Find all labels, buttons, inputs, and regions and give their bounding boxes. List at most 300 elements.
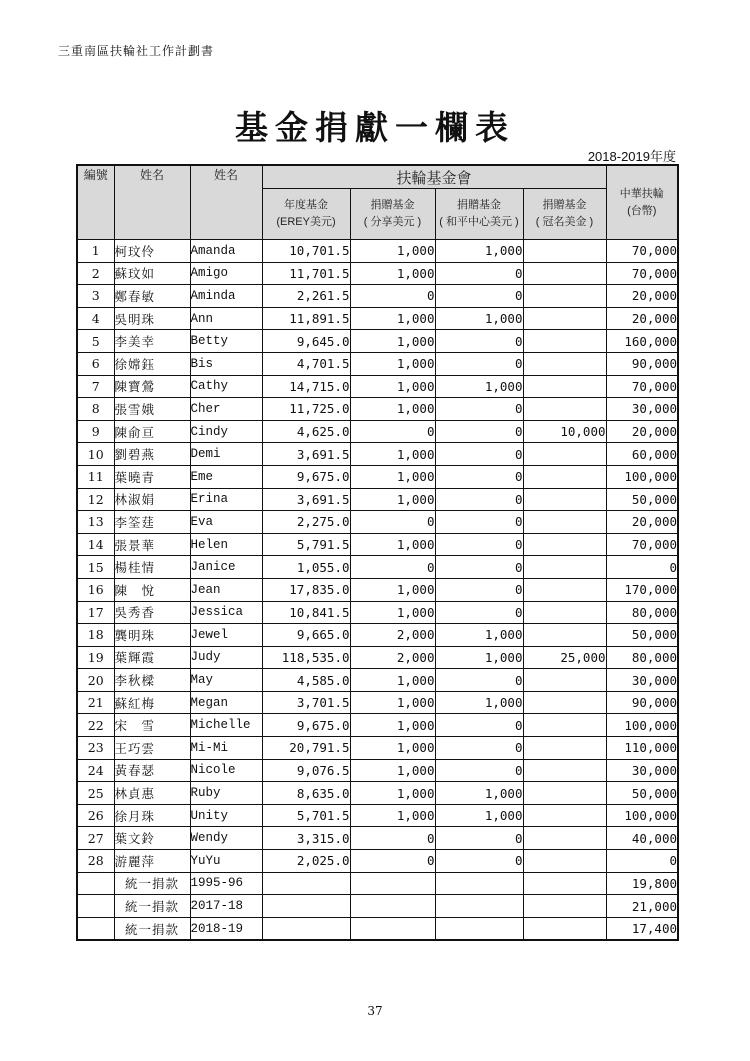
cell-english-name: Helen (190, 533, 262, 556)
cell-share: 1,000 (350, 443, 435, 466)
col-header-peace-center-line1: 捐贈基金 (457, 199, 501, 211)
col-group-rotary-foundation: 扶輪基金會 (262, 165, 606, 189)
cell-chinese-rotary: 20,000 (606, 511, 678, 534)
col-header-share-line1: 捐贈基金 (370, 199, 415, 211)
table-row (77, 465, 678, 488)
table-row (77, 578, 678, 601)
cell-chinese-name: 葉輝霞 (114, 646, 190, 669)
cell-chinese-rotary: 50,000 (606, 624, 678, 647)
cell-number (77, 872, 114, 895)
cell-share: 1,000 (350, 488, 435, 511)
cell-english-name: Aminda (190, 285, 262, 308)
cell-named-fund (523, 872, 606, 895)
col-header-named-fund (523, 189, 606, 240)
unified-donation-row (77, 917, 678, 940)
cell-unified-period: 2018-19 (190, 917, 262, 940)
cell-peace-center: 0 (435, 285, 523, 308)
cell-annual-fund: 2,261.5 (262, 285, 350, 308)
cell-annual-fund: 4,625.0 (262, 420, 350, 443)
cell-share: 1,000 (350, 375, 435, 398)
cell-number: 1 (77, 240, 114, 263)
cell-peace-center: 1,000 (435, 240, 523, 263)
cell-chinese-name: 鄭春敏 (114, 285, 190, 308)
cell-chinese-name: 陳俞亘 (114, 420, 190, 443)
cell-annual-fund: 20,791.5 (262, 737, 350, 760)
cell-chinese-name: 吳明珠 (114, 307, 190, 330)
table-row (77, 262, 678, 285)
cell-chinese-rotary: 70,000 (606, 262, 678, 285)
cell-peace-center: 0 (435, 714, 523, 737)
cell-number: 8 (77, 398, 114, 421)
cell-annual-fund: 9,675.0 (262, 714, 350, 737)
cell-annual-fund: 2,275.0 (262, 511, 350, 534)
cell-peace-center: 1,000 (435, 782, 523, 805)
cell-english-name: Wendy (190, 827, 262, 850)
cell-english-name: Eva (190, 511, 262, 534)
cell-peace-center: 1,000 (435, 804, 523, 827)
table-row (77, 533, 678, 556)
cell-chinese-rotary: 20,000 (606, 420, 678, 443)
cell-share: 2,000 (350, 624, 435, 647)
cell-annual-fund: 9,665.0 (262, 624, 350, 647)
cell-share: 1,000 (350, 398, 435, 421)
cell-english-name: Janice (190, 556, 262, 579)
cell-named-fund (523, 533, 606, 556)
cell-chinese-name: 張雪娥 (114, 398, 190, 421)
cell-annual-fund: 10,841.5 (262, 601, 350, 624)
cell-named-fund (523, 850, 606, 873)
cell-chinese-rotary: 20,000 (606, 307, 678, 330)
cell-number: 15 (77, 556, 114, 579)
cell-chinese-name: 葉文鈴 (114, 827, 190, 850)
cell-number: 19 (77, 646, 114, 669)
cell-chinese-name: 柯玟伶 (114, 240, 190, 263)
cell-peace-center: 1,000 (435, 375, 523, 398)
cell-chinese-rotary: 80,000 (606, 601, 678, 624)
cell-number: 28 (77, 850, 114, 873)
cell-share: 1,000 (350, 714, 435, 737)
cell-named-fund (523, 488, 606, 511)
cell-peace-center: 0 (435, 556, 523, 579)
year-label: 2018-2019年度 (587, 149, 676, 164)
cell-chinese-name: 楊桂情 (114, 556, 190, 579)
cell-share: 1,000 (350, 465, 435, 488)
cell-chinese-rotary: 30,000 (606, 669, 678, 692)
cell-annual-fund (262, 895, 350, 918)
cell-chinese-rotary: 17,400 (606, 917, 678, 940)
cell-share: 0 (350, 285, 435, 308)
cell-number: 24 (77, 759, 114, 782)
cell-share: 1,000 (350, 601, 435, 624)
col-header-chinese-rotary-line1: 中華扶輪 (619, 187, 664, 200)
cell-chinese-rotary: 30,000 (606, 398, 678, 421)
cell-annual-fund: 2,025.0 (262, 850, 350, 873)
cell-annual-fund (262, 917, 350, 940)
cell-english-name: Ann (190, 307, 262, 330)
cell-english-name: Cindy (190, 420, 262, 443)
cell-named-fund (523, 804, 606, 827)
col-header-named-fund-line2: ( 冠名美金 ) (535, 216, 594, 228)
cell-share: 1,000 (350, 737, 435, 760)
cell-chinese-rotary: 170,000 (606, 578, 678, 601)
cell-number (77, 895, 114, 918)
table-row (77, 624, 678, 647)
cell-number: 7 (77, 375, 114, 398)
cell-chinese-rotary: 21,000 (606, 895, 678, 918)
cell-chinese-name: 徐嫦鈺 (114, 352, 190, 375)
cell-annual-fund: 8,635.0 (262, 782, 350, 805)
col-header-annual-fund (262, 189, 350, 240)
cell-number: 4 (77, 307, 114, 330)
cell-named-fund (523, 669, 606, 692)
cell-named-fund (523, 578, 606, 601)
table-row (77, 240, 678, 263)
cell-annual-fund: 5,791.5 (262, 533, 350, 556)
cell-peace-center: 0 (435, 533, 523, 556)
table-row (77, 307, 678, 330)
col-header-peace-center (435, 189, 523, 240)
cell-share: 1,000 (350, 262, 435, 285)
cell-chinese-name: 陳寶鶯 (114, 375, 190, 398)
cell-named-fund (523, 714, 606, 737)
cell-chinese-name: 游麗萍 (114, 850, 190, 873)
table-row (77, 420, 678, 443)
cell-english-name: Bis (190, 352, 262, 375)
cell-peace-center: 1,000 (435, 624, 523, 647)
cell-chinese-name: 李秋樑 (114, 669, 190, 692)
cell-english-name: Amigo (190, 262, 262, 285)
cell-chinese-name: 劉碧燕 (114, 443, 190, 466)
cell-number: 20 (77, 669, 114, 692)
cell-english-name: Nicole (190, 759, 262, 782)
cell-chinese-rotary: 100,000 (606, 465, 678, 488)
cell-peace-center: 0 (435, 669, 523, 692)
table-row (77, 646, 678, 669)
cell-english-name: Jessica (190, 601, 262, 624)
cell-chinese-name: 王巧雲 (114, 737, 190, 760)
cell-number: 14 (77, 533, 114, 556)
col-header-number: 編號 (77, 165, 114, 240)
cell-english-name: Ruby (190, 782, 262, 805)
cell-annual-fund: 4,585.0 (262, 669, 350, 692)
cell-annual-fund: 11,891.5 (262, 307, 350, 330)
col-header-named-fund-line1: 捐贈基金 (542, 199, 587, 211)
cell-named-fund (523, 330, 606, 353)
table-row (77, 737, 678, 760)
table-row (77, 782, 678, 805)
cell-named-fund (523, 307, 606, 330)
cell-english-name: Eme (190, 465, 262, 488)
table-row (77, 375, 678, 398)
cell-share: 1,000 (350, 352, 435, 375)
cell-share: 1,000 (350, 307, 435, 330)
cell-number: 10 (77, 443, 114, 466)
cell-named-fund (523, 285, 606, 308)
cell-share: 0 (350, 827, 435, 850)
cell-chinese-name: 蘇紅梅 (114, 691, 190, 714)
cell-number: 18 (77, 624, 114, 647)
unified-donation-row (77, 895, 678, 918)
cell-named-fund (523, 398, 606, 421)
donation-table (76, 164, 679, 941)
cell-peace-center: 0 (435, 262, 523, 285)
cell-chinese-name: 宋 雪 (114, 714, 190, 737)
header-row-group (77, 165, 678, 189)
cell-chinese-rotary: 30,000 (606, 759, 678, 782)
cell-chinese-rotary: 50,000 (606, 782, 678, 805)
cell-english-name: Cher (190, 398, 262, 421)
cell-number: 11 (77, 465, 114, 488)
cell-chinese-rotary: 80,000 (606, 646, 678, 669)
cell-share (350, 917, 435, 940)
cell-annual-fund: 17,835.0 (262, 578, 350, 601)
cell-chinese-rotary: 90,000 (606, 691, 678, 714)
table-row (77, 714, 678, 737)
cell-annual-fund: 3,691.5 (262, 443, 350, 466)
cell-number: 23 (77, 737, 114, 760)
cell-english-name: Jewel (190, 624, 262, 647)
cell-number: 17 (77, 601, 114, 624)
cell-chinese-name: 黃春瑟 (114, 759, 190, 782)
cell-english-name: YuYu (190, 850, 262, 873)
col-header-peace-center-line2: ( 和平中心美元 ) (439, 216, 519, 228)
cell-chinese-name: 徐月珠 (114, 804, 190, 827)
cell-english-name: May (190, 669, 262, 692)
cell-english-name: Michelle (190, 714, 262, 737)
cell-named-fund (523, 624, 606, 647)
cell-share: 1,000 (350, 782, 435, 805)
col-header-annual-fund-line2: (EREY美元) (276, 216, 336, 228)
table-row (77, 488, 678, 511)
cell-share: 1,000 (350, 578, 435, 601)
cell-number: 27 (77, 827, 114, 850)
cell-chinese-rotary: 70,000 (606, 533, 678, 556)
cell-chinese-rotary: 60,000 (606, 443, 678, 466)
cell-unified-period: 1995-96 (190, 872, 262, 895)
table-body (77, 240, 678, 941)
col-header-english-name: 姓名 (190, 165, 262, 240)
cell-share: 2,000 (350, 646, 435, 669)
cell-peace-center: 0 (435, 420, 523, 443)
cell-peace-center: 0 (435, 759, 523, 782)
cell-chinese-rotary: 20,000 (606, 285, 678, 308)
cell-english-name: Jean (190, 578, 262, 601)
cell-share (350, 895, 435, 918)
cell-unified-label: 統一捐款 (114, 917, 190, 940)
cell-share: 1,000 (350, 330, 435, 353)
cell-annual-fund: 118,535.0 (262, 646, 350, 669)
cell-named-fund (523, 917, 606, 940)
cell-peace-center: 1,000 (435, 691, 523, 714)
cell-english-name: Demi (190, 443, 262, 466)
cell-chinese-rotary: 0 (606, 850, 678, 873)
cell-chinese-name: 龔明珠 (114, 624, 190, 647)
cell-peace-center: 0 (435, 827, 523, 850)
cell-english-name: Cathy (190, 375, 262, 398)
cell-share: 0 (350, 511, 435, 534)
col-header-chinese-rotary (606, 165, 678, 240)
unified-donation-row (77, 872, 678, 895)
cell-peace-center: 0 (435, 398, 523, 421)
table-row (77, 759, 678, 782)
cell-annual-fund: 9,076.5 (262, 759, 350, 782)
cell-chinese-rotary: 100,000 (606, 804, 678, 827)
cell-chinese-name: 張景華 (114, 533, 190, 556)
table-row (77, 285, 678, 308)
cell-peace-center: 0 (435, 488, 523, 511)
cell-share: 0 (350, 420, 435, 443)
cell-annual-fund: 9,645.0 (262, 330, 350, 353)
cell-number: 21 (77, 691, 114, 714)
cell-chinese-rotary: 19,800 (606, 872, 678, 895)
cell-english-name: Betty (190, 330, 262, 353)
cell-named-fund (523, 737, 606, 760)
page-number: 37 (367, 1004, 383, 1018)
cell-peace-center (435, 872, 523, 895)
cell-annual-fund: 9,675.0 (262, 465, 350, 488)
cell-chinese-rotary: 100,000 (606, 714, 678, 737)
cell-english-name: Erina (190, 488, 262, 511)
cell-chinese-name: 林貞惠 (114, 782, 190, 805)
cell-share: 0 (350, 850, 435, 873)
cell-english-name: Amanda (190, 240, 262, 263)
cell-number: 25 (77, 782, 114, 805)
cell-number: 22 (77, 714, 114, 737)
table-row (77, 330, 678, 353)
cell-peace-center: 0 (435, 850, 523, 873)
cell-number: 5 (77, 330, 114, 353)
cell-peace-center (435, 917, 523, 940)
cell-peace-center (435, 895, 523, 918)
cell-named-fund (523, 511, 606, 534)
cell-chinese-rotary: 40,000 (606, 827, 678, 850)
cell-share (350, 872, 435, 895)
cell-number: 2 (77, 262, 114, 285)
cell-share: 1,000 (350, 804, 435, 827)
table-row (77, 827, 678, 850)
table-row (77, 669, 678, 692)
table-row (77, 398, 678, 421)
cell-named-fund (523, 782, 606, 805)
cell-peace-center: 1,000 (435, 646, 523, 669)
cell-share: 1,000 (350, 240, 435, 263)
cell-chinese-name: 林淑娟 (114, 488, 190, 511)
cell-annual-fund: 1,055.0 (262, 556, 350, 579)
cell-peace-center: 0 (435, 601, 523, 624)
cell-named-fund (523, 240, 606, 263)
table-row (77, 601, 678, 624)
cell-named-fund (523, 443, 606, 466)
cell-unified-label: 統一捐款 (114, 895, 190, 918)
cell-named-fund (523, 465, 606, 488)
table-row (77, 443, 678, 466)
cell-number (77, 917, 114, 940)
cell-named-fund (523, 375, 606, 398)
cell-annual-fund: 11,725.0 (262, 398, 350, 421)
cell-peace-center: 0 (435, 511, 523, 534)
cell-chinese-name: 李美幸 (114, 330, 190, 353)
table-row (77, 804, 678, 827)
col-header-annual-fund-line1: 年度基金 (284, 199, 328, 211)
cell-peace-center: 0 (435, 737, 523, 760)
cell-unified-period: 2017-18 (190, 895, 262, 918)
table-row (77, 511, 678, 534)
cell-share: 1,000 (350, 759, 435, 782)
col-header-chinese-name: 姓名 (114, 165, 190, 240)
cell-share: 1,000 (350, 533, 435, 556)
cell-named-fund (523, 895, 606, 918)
cell-peace-center: 0 (435, 578, 523, 601)
table-row (77, 556, 678, 579)
cell-chinese-rotary: 70,000 (606, 240, 678, 263)
cell-named-fund: 10,000 (523, 420, 606, 443)
cell-english-name: Megan (190, 691, 262, 714)
cell-english-name: Judy (190, 646, 262, 669)
cell-number: 26 (77, 804, 114, 827)
cell-chinese-rotary: 110,000 (606, 737, 678, 760)
cell-named-fund (523, 352, 606, 375)
cell-number: 12 (77, 488, 114, 511)
cell-annual-fund (262, 872, 350, 895)
cell-peace-center: 1,000 (435, 307, 523, 330)
cell-named-fund (523, 262, 606, 285)
cell-peace-center: 0 (435, 443, 523, 466)
cell-annual-fund: 14,715.0 (262, 375, 350, 398)
cell-annual-fund: 5,701.5 (262, 804, 350, 827)
cell-annual-fund: 4,701.5 (262, 352, 350, 375)
table-row (77, 691, 678, 714)
cell-chinese-name: 吳秀香 (114, 601, 190, 624)
cell-share: 0 (350, 556, 435, 579)
cell-annual-fund: 3,691.5 (262, 488, 350, 511)
cell-number: 16 (77, 578, 114, 601)
col-header-share (350, 189, 435, 240)
cell-chinese-rotary: 90,000 (606, 352, 678, 375)
cell-annual-fund: 10,701.5 (262, 240, 350, 263)
cell-peace-center: 0 (435, 352, 523, 375)
cell-chinese-rotary: 0 (606, 556, 678, 579)
cell-named-fund (523, 759, 606, 782)
table-row (77, 850, 678, 873)
cell-share: 1,000 (350, 669, 435, 692)
cell-number: 6 (77, 352, 114, 375)
cell-unified-label: 統一捐款 (114, 872, 190, 895)
cell-number: 9 (77, 420, 114, 443)
cell-peace-center: 0 (435, 465, 523, 488)
cell-named-fund (523, 827, 606, 850)
cell-named-fund (523, 601, 606, 624)
cell-chinese-name: 葉曉青 (114, 465, 190, 488)
cell-named-fund (523, 556, 606, 579)
cell-named-fund: 25,000 (523, 646, 606, 669)
document-header: 三重南區扶輪社工作計劃書 (58, 44, 215, 58)
cell-peace-center: 0 (435, 330, 523, 353)
cell-annual-fund: 3,315.0 (262, 827, 350, 850)
cell-number: 13 (77, 511, 114, 534)
table-row (77, 352, 678, 375)
cell-english-name: Mi-Mi (190, 737, 262, 760)
cell-named-fund (523, 691, 606, 714)
cell-number: 3 (77, 285, 114, 308)
col-header-chinese-rotary-line2: (台幣) (627, 204, 657, 217)
cell-annual-fund: 11,701.5 (262, 262, 350, 285)
cell-chinese-rotary: 70,000 (606, 375, 678, 398)
col-header-share-line2: ( 分享美元 ) (363, 216, 422, 228)
cell-chinese-rotary: 50,000 (606, 488, 678, 511)
cell-chinese-rotary: 160,000 (606, 330, 678, 353)
cell-chinese-name: 蘇玟如 (114, 262, 190, 285)
cell-chinese-name: 李筌莛 (114, 511, 190, 534)
